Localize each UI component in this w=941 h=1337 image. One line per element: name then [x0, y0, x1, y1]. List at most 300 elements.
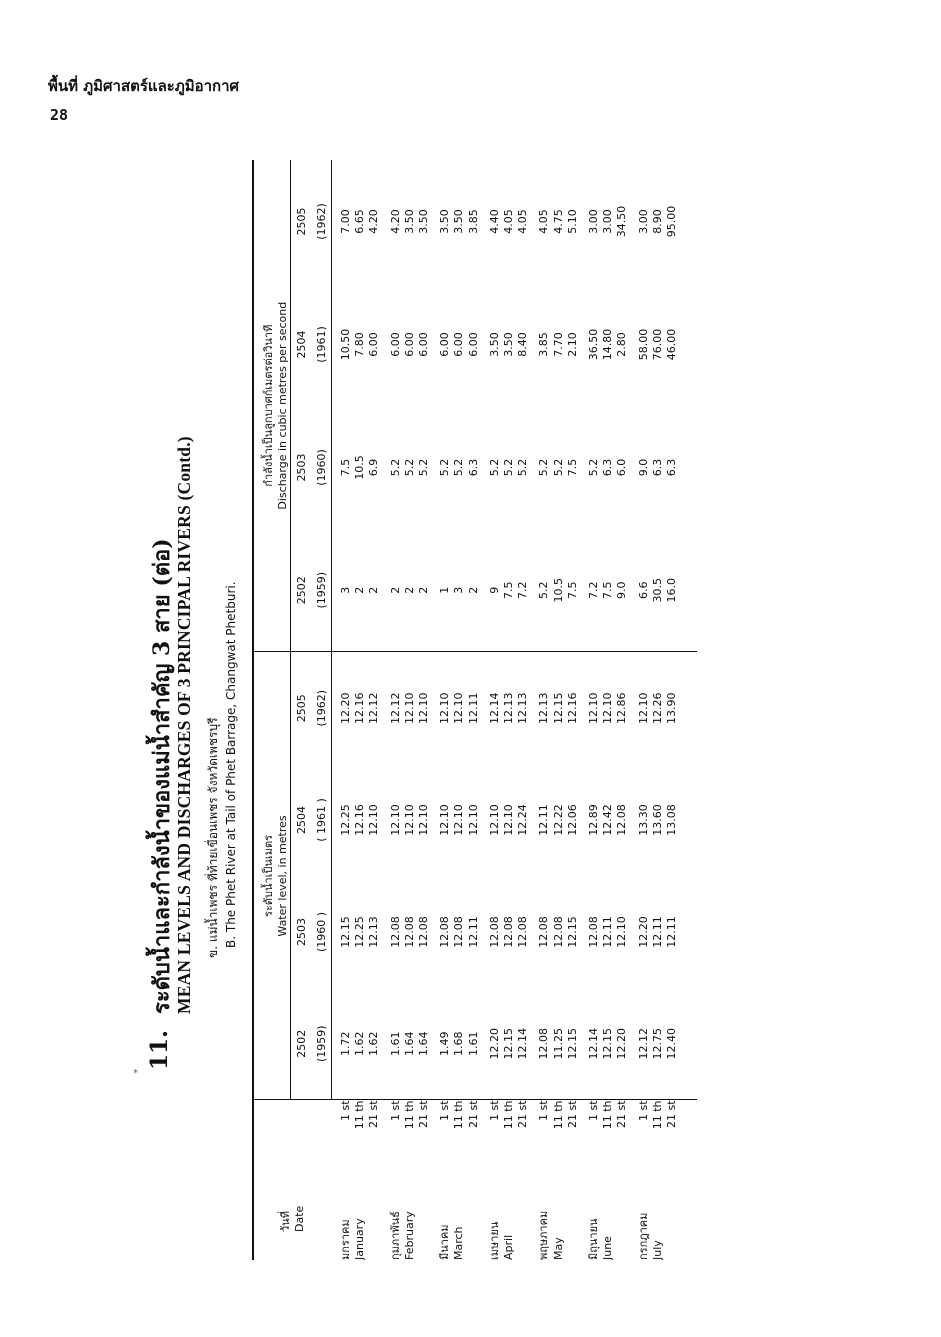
discharge-cell: 6.0	[615, 458, 629, 477]
water-level-cell: 12.14	[587, 988, 601, 1100]
discharge-cell: 8.40	[516, 332, 530, 357]
water-level-cell: 12.20	[636, 916, 650, 948]
header-row-groups	[253, 160, 291, 1260]
month-label	[467, 1156, 481, 1260]
water-level-cell: 12.10	[402, 804, 416, 836]
month-label: January	[353, 1218, 367, 1260]
water-level-cell: 12.11	[601, 916, 615, 948]
water-level-cell: 12.13	[516, 692, 530, 724]
discharge-cell: 7.5	[566, 529, 580, 652]
table-subtitle-english: B. The Phet River at Tail of Phet Barrage, Changwat Phetburi.	[224, 581, 238, 948]
spacer-cell	[382, 160, 389, 652]
water-level-cell: 12.10	[367, 804, 381, 836]
spacer-cell	[332, 1100, 340, 1260]
month-label: มกราคม	[339, 1219, 352, 1260]
water-level-cell: 12.10	[502, 804, 516, 836]
month-label: กรกฎาคม	[636, 1212, 650, 1260]
rotated-table-page	[140, 160, 910, 1260]
year-be-header: 2504	[291, 283, 312, 406]
month-label	[367, 1156, 381, 1260]
spacer-cell	[580, 1100, 587, 1260]
day-label: 11 th	[551, 1100, 565, 1130]
month-spacer	[332, 160, 340, 1260]
water-level-cell: 12.20	[615, 988, 629, 1100]
discharge-cell: 9.0	[615, 529, 629, 652]
date-header-cell	[253, 1100, 332, 1260]
spacer-cell	[431, 1100, 438, 1260]
discharge-cell: 36.50	[587, 328, 601, 361]
year-be-header: 2505	[291, 160, 312, 283]
discharge-cell: 2	[417, 529, 431, 652]
water-level-cell: 12.75	[651, 988, 665, 1100]
day-label: 1 st	[487, 1100, 501, 1122]
discharge-cell: 5.2	[537, 458, 551, 477]
water-level-cell: 12.13	[537, 692, 551, 724]
water-level-cell: 1.64	[403, 988, 417, 1100]
water-level-cell: 12.20	[339, 692, 352, 724]
water-level-cell: 12.89	[587, 804, 601, 836]
table-row	[516, 160, 530, 1260]
water-level-cell: 12.10	[417, 804, 431, 836]
day-label: 21 st	[466, 1100, 480, 1129]
water-level-cell: 1.49	[438, 988, 452, 1100]
water-level-cell: 12.11	[466, 916, 480, 948]
discharge-cell: 14.80	[601, 328, 615, 361]
water-level-cell: 13.60	[650, 804, 664, 836]
day-label: 21 st	[565, 1100, 579, 1129]
water-level-cell: 12.06	[565, 804, 579, 836]
month-label: June	[601, 1236, 615, 1260]
day-label: 11 th	[353, 1100, 367, 1130]
water-level-label-thai: ระดับน้ำเป็นเมตร	[262, 835, 275, 917]
water-level-cell: 1.62	[367, 988, 381, 1100]
spacer-cell	[332, 160, 340, 652]
table-row	[339, 160, 353, 1260]
water-level-cell: 12.14	[487, 692, 501, 724]
month-label	[615, 1156, 629, 1260]
spacer-cell	[530, 652, 537, 1100]
discharge-cell: 5.2	[438, 458, 452, 477]
water-level-cell: 12.08	[587, 916, 601, 948]
water-level-cell: 12.10	[601, 692, 615, 724]
water-level-cell: 12.25	[353, 916, 367, 948]
water-level-cell: 12.11	[650, 916, 664, 948]
water-level-cell: 12.12	[388, 692, 402, 724]
spacer-cell	[679, 652, 697, 1100]
water-level-cell: 12.08	[388, 916, 402, 948]
discharge-cell: 5.2	[388, 458, 402, 477]
month-label: เมษายน	[487, 1221, 501, 1260]
day-label: 11 th	[650, 1100, 664, 1130]
discharge-cell: 3	[452, 529, 466, 652]
water-level-cell: 12.15	[502, 988, 516, 1100]
spacer-cell	[630, 652, 637, 1100]
water-level-cell: 12.14	[516, 988, 530, 1100]
day-label: 11 th	[601, 1100, 615, 1130]
discharge-cell: 95.00	[665, 205, 679, 238]
discharge-cell: 2	[389, 529, 403, 652]
spacer-cell	[481, 1100, 488, 1260]
discharge-cell: 7.5	[339, 458, 352, 477]
month-spacer	[580, 160, 587, 1260]
spacer-cell	[382, 652, 389, 1100]
table-subtitle-thai: ข. แม่น้ำเพชร ที่ท้ายเขื่อนเพชร จังหวัดเพชรบุรี	[206, 717, 220, 958]
spacer-cell	[431, 652, 438, 1100]
water-level-cell: 1.64	[417, 988, 431, 1100]
month-label: กุมภาพันธ์	[388, 1211, 402, 1260]
river-data-table	[252, 160, 697, 1260]
discharge-label-english: Discharge in cubic metres per second	[276, 301, 289, 510]
table-row	[615, 160, 629, 1260]
discharge-cell: 3.85	[466, 209, 480, 234]
day-label: 1 st	[388, 1100, 402, 1122]
discharge-cell: 6.3	[650, 458, 664, 477]
table-row	[353, 160, 367, 1260]
table-row	[601, 160, 615, 1260]
water-level-cell: 13.90	[665, 692, 679, 724]
table-title-thai: ระดับน้ำและกำลังน้ำของแม่น้ำสำคัญ 3 สาย (ต่อ)	[149, 538, 175, 1014]
table-row	[537, 160, 551, 1260]
table-row	[488, 160, 502, 1260]
discharge-cell: 3.50	[402, 209, 416, 234]
month-label: มีนาคม	[438, 1224, 452, 1260]
discharge-cell: 5.2	[402, 458, 416, 477]
table-row	[403, 160, 417, 1260]
water-level-cell: 12.10	[615, 916, 629, 948]
day-label: 21 st	[367, 1100, 381, 1129]
water-level-cell: 12.25	[339, 804, 352, 836]
water-level-cell: 12.08	[502, 916, 516, 948]
water-level-cell: 13.30	[636, 804, 650, 836]
discharge-cell: 6.00	[452, 332, 466, 357]
water-level-cell: 12.10	[402, 692, 416, 724]
water-level-cell: 12.20	[488, 988, 502, 1100]
year-ce-header: (1959)	[311, 529, 332, 652]
discharge-cell: 30.5	[651, 529, 665, 652]
water-level-cell: 12.10	[452, 804, 466, 836]
discharge-cell: 3.50	[502, 332, 516, 357]
water-level-cell: 12.16	[353, 804, 367, 836]
discharge-cell: 10.50	[339, 328, 352, 361]
discharge-cell: 58.00	[636, 328, 650, 361]
discharge-cell: 3.50	[487, 332, 501, 357]
day-label: 1 st	[587, 1100, 601, 1122]
discharge-cell: 6.3	[466, 458, 480, 477]
month-label: พฤษภาคม	[537, 1210, 551, 1260]
year-be-header: 2505	[291, 652, 312, 764]
discharge-cell: 3	[339, 529, 353, 652]
water-level-cell: 12.15	[566, 988, 580, 1100]
discharge-group-header	[253, 160, 291, 652]
spacer-cell	[630, 160, 637, 652]
discharge-cell: 6.00	[417, 332, 431, 357]
water-level-cell: 12.11	[537, 804, 551, 836]
water-level-cell: 12.13	[367, 916, 381, 948]
discharge-cell: 16.0	[665, 529, 679, 652]
water-level-cell: 12.40	[665, 988, 679, 1100]
water-level-cell: 12.86	[615, 692, 629, 724]
spacer-cell	[580, 160, 587, 652]
water-level-cell: 12.10	[452, 692, 466, 724]
discharge-cell: 9	[488, 529, 502, 652]
discharge-cell: 1	[438, 529, 452, 652]
year-be-header: 2504	[291, 764, 312, 876]
year-be-header: 2503	[291, 406, 312, 529]
water-level-cell: 12.12	[367, 692, 381, 724]
table-end	[679, 160, 697, 1260]
date-header-english: Date	[292, 1205, 306, 1232]
discharge-cell: 2.10	[565, 332, 579, 357]
water-level-cell: 1.68	[452, 988, 466, 1100]
discharge-cell: 5.2	[551, 458, 565, 477]
discharge-cell: 10.5	[353, 455, 367, 480]
water-level-cell: 12.42	[601, 804, 615, 836]
discharge-cell: 6.00	[402, 332, 416, 357]
discharge-cell: 4.40	[487, 209, 501, 234]
discharge-cell: 8.90	[650, 209, 664, 234]
discharge-cell: 4.05	[537, 209, 551, 234]
water-level-cell: 12.10	[487, 804, 501, 836]
discharge-cell: 6.3	[665, 458, 679, 477]
water-level-cell: 12.08	[537, 916, 551, 948]
water-level-cell: 12.08	[537, 988, 551, 1100]
table-row	[566, 160, 580, 1260]
spacer-cell	[679, 160, 697, 652]
year-ce-header: (1960)	[311, 406, 332, 529]
discharge-cell: 5.2	[587, 458, 601, 477]
discharge-cell: 2.80	[615, 332, 629, 357]
discharge-cell: 6.65	[353, 209, 367, 234]
table-row	[389, 160, 403, 1260]
year-be-header: 2502	[291, 529, 312, 652]
water-level-cell: 12.24	[516, 804, 530, 836]
discharge-cell: 4.05	[516, 209, 530, 234]
year-ce-header: (1962)	[311, 160, 332, 283]
table-row	[417, 160, 431, 1260]
discharge-cell: 5.2	[452, 458, 466, 477]
water-level-cell: 12.10	[417, 692, 431, 724]
water-level-cell: 12.13	[502, 692, 516, 724]
discharge-label-thai: กำลังน้ำเป็นลูกบาศก์เมตรต่อวินาที	[262, 324, 275, 487]
water-level-cell: 12.16	[565, 692, 579, 724]
month-spacer	[630, 160, 637, 1260]
table-row	[552, 160, 566, 1260]
discharge-cell: 46.00	[665, 328, 679, 361]
discharge-cell: 7.00	[339, 209, 352, 234]
spacer-cell	[580, 652, 587, 1100]
water-level-cell: 12.12	[637, 988, 651, 1100]
year-ce-header: (1959)	[311, 988, 332, 1100]
year-be-header: 2502	[291, 988, 312, 1100]
discharge-cell: 2	[403, 529, 417, 652]
table-title-english: MEAN LEVELS AND DISCHARGES OF 3 PRINCIPAL RIVERS (Contd.)	[174, 436, 194, 1014]
water-level-cell: 1.61	[467, 988, 481, 1100]
water-level-cell: 13.08	[665, 804, 679, 836]
water-level-cell: 12.26	[650, 692, 664, 724]
month-label: April	[502, 1234, 516, 1260]
discharge-cell: 5.2	[487, 458, 501, 477]
discharge-cell: 7.5	[601, 529, 615, 652]
header-row-be-years	[291, 160, 312, 1260]
discharge-cell: 4.20	[388, 209, 402, 234]
water-level-cell: 12.10	[388, 804, 402, 836]
discharge-cell: 6.00	[438, 332, 452, 357]
discharge-cell: 2	[467, 529, 481, 652]
water-level-cell: 12.08	[417, 916, 431, 948]
water-level-cell: 12.15	[551, 692, 565, 724]
month-label: มิถุนายน	[587, 1218, 601, 1260]
water-level-group-header	[253, 652, 291, 1100]
water-level-cell: 1.72	[339, 988, 353, 1100]
discharge-cell: 3.00	[587, 209, 601, 234]
water-level-cell: 12.10	[587, 692, 601, 724]
discharge-cell: 10.5	[552, 529, 566, 652]
table-row	[467, 160, 481, 1260]
year-be-header: 2503	[291, 876, 312, 988]
water-level-cell: 12.08	[516, 916, 530, 948]
water-level-cell: 12.15	[339, 916, 352, 948]
spacer-cell	[382, 1100, 389, 1260]
water-level-cell: 12.08	[452, 916, 466, 948]
discharge-cell: 6.3	[601, 458, 615, 477]
discharge-cell: 6.00	[367, 332, 381, 357]
month-label: July	[650, 1240, 664, 1260]
discharge-cell: 7.80	[353, 332, 367, 357]
discharge-cell: 2	[353, 529, 367, 652]
water-level-cell: 12.10	[438, 804, 452, 836]
month-spacer	[481, 160, 488, 1260]
day-label: 21 st	[516, 1100, 530, 1129]
spacer-cell	[630, 1100, 637, 1260]
discharge-cell: 3.00	[601, 209, 615, 234]
discharge-cell: 3.50	[417, 209, 431, 234]
water-level-cell: 12.11	[665, 916, 679, 948]
month-label	[665, 1156, 679, 1260]
table-number: 11.	[146, 1029, 173, 1070]
discharge-cell: 6.00	[466, 332, 480, 357]
discharge-cell: 7.5	[565, 458, 579, 477]
discharge-cell: 3.50	[438, 209, 452, 234]
discharge-cell: 3.00	[636, 209, 650, 234]
spacer-cell	[332, 652, 340, 1100]
water-level-cell: 12.10	[466, 804, 480, 836]
day-label: 1 st	[636, 1100, 650, 1122]
spacer-cell	[530, 1100, 537, 1260]
date-header-thai: วันที่	[278, 1211, 292, 1232]
discharge-cell: 7.2	[587, 529, 601, 652]
water-level-cell: 1.61	[389, 988, 403, 1100]
table-row	[651, 160, 665, 1260]
discharge-cell: 7.70	[551, 332, 565, 357]
year-ce-header: (1962)	[311, 652, 332, 764]
discharge-cell: 5.2	[537, 529, 551, 652]
day-label: 21 st	[417, 1100, 431, 1129]
discharge-cell: 4.05	[502, 209, 516, 234]
header-row-ce-years	[311, 160, 332, 1260]
month-spacer	[431, 160, 438, 1260]
discharge-cell: 5.2	[502, 458, 516, 477]
discharge-cell: 6.6	[637, 529, 651, 652]
table-row	[665, 160, 679, 1260]
discharge-cell: 34.50	[615, 205, 629, 238]
water-level-cell: 1.62	[353, 988, 367, 1100]
water-level-cell: 12.08	[402, 916, 416, 948]
water-level-cell: 11.25	[552, 988, 566, 1100]
discharge-cell: 4.20	[367, 209, 381, 234]
month-spacer	[530, 160, 537, 1260]
page-number: 28	[50, 106, 69, 124]
table-row	[637, 160, 651, 1260]
spacer-cell	[431, 160, 438, 652]
month-label: May	[551, 1237, 565, 1260]
day-label: 1 st	[537, 1100, 551, 1122]
water-level-cell: 12.22	[551, 804, 565, 836]
table-row	[438, 160, 452, 1260]
discharge-cell: 5.2	[516, 458, 530, 477]
discharge-cell: 7.5	[502, 529, 516, 652]
month-label: March	[452, 1226, 466, 1260]
margin-mark: *	[133, 1068, 138, 1079]
year-ce-header: (1960 )	[311, 876, 332, 988]
table-row	[502, 160, 516, 1260]
water-level-cell: 12.15	[565, 916, 579, 948]
discharge-cell: 7.2	[516, 529, 530, 652]
discharge-cell: 6.00	[388, 332, 402, 357]
month-spacer	[382, 160, 389, 1260]
day-label: 11 th	[402, 1100, 416, 1130]
year-ce-header: ( 1961 )	[311, 764, 332, 876]
spacer-cell	[530, 160, 537, 652]
water-level-cell: 12.08	[551, 916, 565, 948]
water-level-cell: 12.08	[615, 804, 629, 836]
year-ce-header: (1961)	[311, 283, 332, 406]
water-level-cell: 12.10	[438, 692, 452, 724]
table-row	[452, 160, 466, 1260]
day-label: 11 th	[502, 1100, 516, 1130]
discharge-cell: 5.10	[565, 209, 579, 234]
day-label: 1 st	[339, 1100, 352, 1122]
day-label: 1 st	[438, 1100, 452, 1122]
water-level-cell: 12.11	[466, 692, 480, 724]
water-level-cell: 12.08	[487, 916, 501, 948]
water-level-label-english: Water level, in metres	[276, 815, 289, 937]
water-level-cell: 12.08	[438, 916, 452, 948]
discharge-cell: 9.0	[636, 458, 650, 477]
table-row	[367, 160, 381, 1260]
day-label: 11 th	[452, 1100, 466, 1130]
month-label	[516, 1156, 530, 1260]
discharge-cell: 76.00	[650, 328, 664, 361]
discharge-cell: 3.50	[452, 209, 466, 234]
water-level-cell: 12.15	[601, 988, 615, 1100]
spacer-cell	[679, 1100, 697, 1260]
discharge-cell: 5.2	[417, 458, 431, 477]
day-label: 21 st	[665, 1100, 679, 1129]
table-row	[587, 160, 601, 1260]
month-label	[417, 1156, 431, 1260]
discharge-cell: 3.85	[537, 332, 551, 357]
discharge-cell: 4.75	[551, 209, 565, 234]
running-head: พื้นที่ ภูมิศาสตร์และภูมิอากาศ	[48, 77, 240, 95]
month-label: February	[402, 1211, 416, 1260]
water-level-cell: 12.10	[636, 692, 650, 724]
spacer-cell	[481, 160, 488, 652]
water-level-cell: 12.16	[353, 692, 367, 724]
month-label	[566, 1156, 580, 1260]
discharge-cell: 6.9	[367, 458, 381, 477]
spacer-cell	[481, 652, 488, 1100]
discharge-cell: 2	[367, 529, 381, 652]
